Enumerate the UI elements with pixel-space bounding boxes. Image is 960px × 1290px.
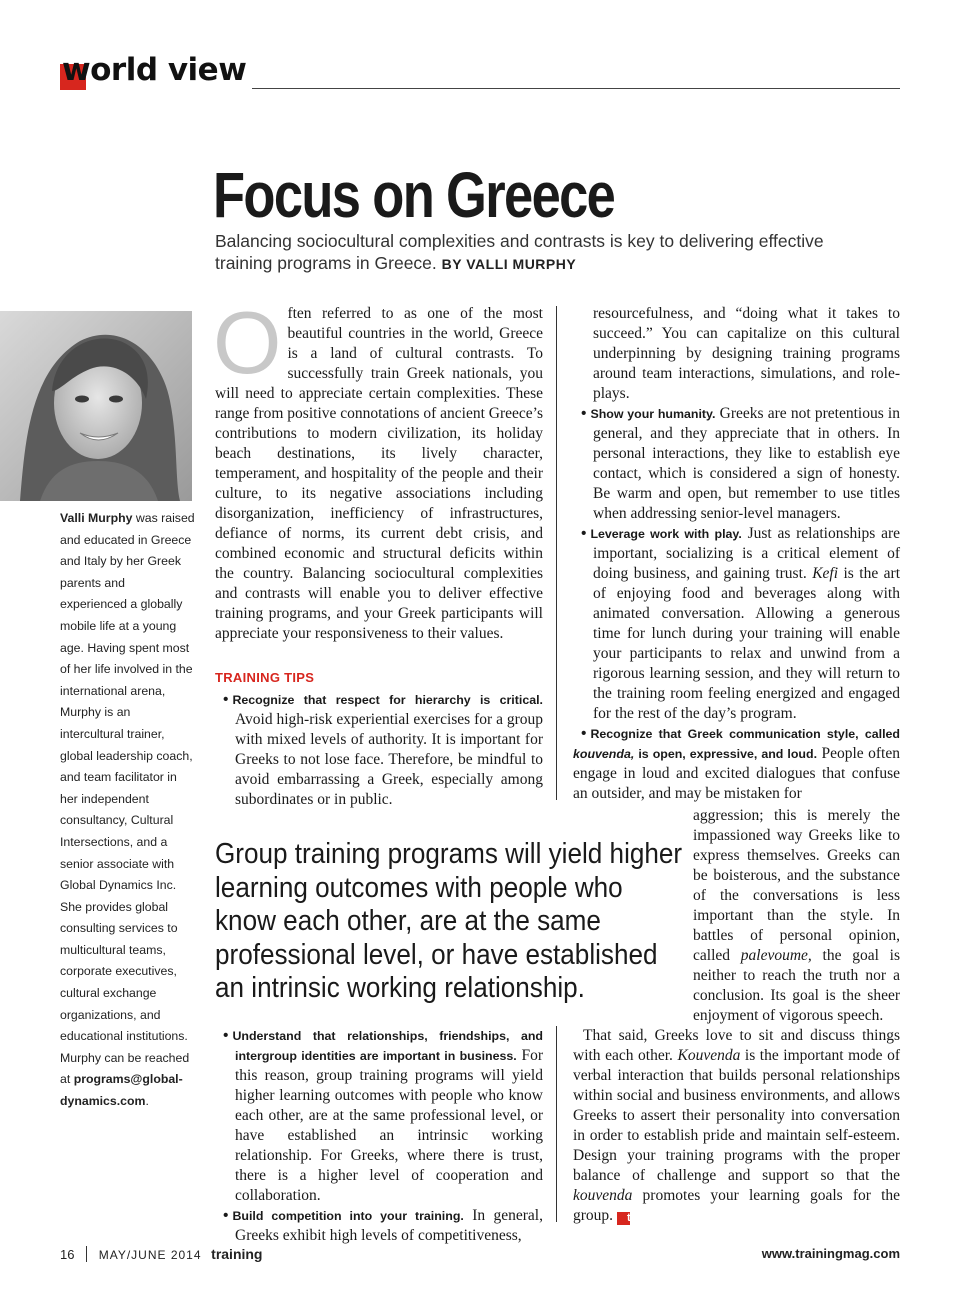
issue-date: MAY/JUNE 2014: [98, 1248, 202, 1262]
tip-text: In general, Greeks exhibit high levels of competitiveness,: [235, 1207, 543, 1244]
bio-end: .: [145, 1094, 149, 1109]
tip-term: palevoume,: [740, 947, 812, 964]
tip-lead: Recognize that respect for hierarchy is critical.: [232, 693, 543, 707]
pull-quote: Group training programs will yield higher learning outcomes with people who know each other, are at the same professional level, or have established an intrinsic working relationship.: [215, 838, 683, 1004]
website-link[interactable]: www.trainingmag.com: [761, 1246, 900, 1261]
body-column-right-bottom: [573, 1026, 900, 1226]
tip-text: People often engage in loud and excited dialogues that confuse an outsider, and may be mistaken for: [573, 745, 900, 802]
tip-lead: Build competition into your training.: [232, 1209, 464, 1223]
body-column-middle-bottom: [215, 1026, 543, 1246]
drop-cap: O: [213, 293, 282, 392]
intro-text: ften referred to as one of the most beautiful countries in the world, Greece is a land of cultural contrasts. To successfully train Greek nationals, you will need to appreciate certain complexities. These range from positive connotations of ancient Greece’s contributions to modern civilization, its holiday beach destinations, its lively character, temperament, and hospitality of the people and their culture, to its negative associations including disorganization, inefficiency of infrastructures, defiance of norms, its current debt crisis, and combined economic and structural deficits within the country. Balancing sociocultural complexities and contrasts will enable you to deliver effective training programs, and your Greek participants will appreciate your responsiveness to their values.: [215, 305, 543, 642]
tip-item: • Build competition into your training. In general, Greeks exhibit high levels of competitiveness,: [223, 1207, 543, 1244]
tip-text: Avoid high-risk experiential exercises for a group with mixed levels of authority. It is important for Greeks to not lose face. Therefore, be mindful to avoid embarrassing a Greek, especially among subordinates or in public.: [235, 711, 543, 808]
article-title: Focus on Greece: [213, 159, 615, 231]
tip-item: • Recognize that respect for hierarchy is critical. Avoid high-risk experiential exercises for a group with mixed levels of authority. It is important for Greeks to not lose face. Therefore, be mindful to avoid embarrassing a Greek, especially among subordinates or in public.: [223, 691, 543, 808]
section-label: world view: [62, 52, 247, 88]
column-rule-top: [556, 306, 557, 800]
tip-item: • Recognize that Greek communication style, called kouvenda, is open, expressive, and loud. People often engage in loud and excited dialogues that confuse an outsider, and may be mistaken for: [573, 725, 900, 802]
body-column-right: [573, 304, 900, 804]
tip-item: • Leverage work with play. Just as relationships are important, socializing is a critical element of doing business, and gaining trust. Kefi is the art of enjoying food and beverages along with animated conversation. Allowing a generous time for lunch during your training will enable your participants to relax and unwind from a rigorous learning session, and they will return to the training room feeling energized and engaged for the rest of the day’s program.: [581, 525, 900, 722]
end-mark-icon: t: [617, 1212, 630, 1225]
author-name: Valli Murphy: [60, 511, 133, 525]
column-rule-bottom: [556, 1026, 557, 1222]
tip-term: kouvenda,: [573, 747, 635, 761]
author-email: programs@global-dynamics.com: [60, 1072, 183, 1109]
tip-continuation: [693, 806, 900, 1026]
tip-lead: is open, expressive, and loud.: [634, 747, 818, 761]
author-bio: [60, 508, 195, 1113]
footer-divider: [86, 1246, 87, 1262]
bio-text: was raised and educated in Greece and Italy by her Greek parents and experienced a globally mobile life at a young age. Having spent most of her life involved in the international arena, Murphy is an intercultural trainer, global leadership coach, and team facilitator in her independent consultancy, Cultural Intersections, and a senior associate with Global Dynamics Inc. She provides global consulting services to multicultural teams, corporate executives, cultural exchange organizations, and educational institutions. Murphy can be reached at: [60, 511, 195, 1087]
tip-text: Greeks are not pretentious in general, and they appreciate that in others. In personal interactions, they like to establish eye contact, which is considered a sign of honesty. Be warm and open, but remember to use titles when addressing senior-level managers.: [593, 405, 900, 522]
deck-text: Balancing sociocultural complexities and contrasts is key to delivering effective training programs in Greece.: [215, 231, 824, 273]
continued-paragraph: resourcefulness, and “doing what it takes to succeed.” You can capitalize on this cultural underpinning by designing training programs around team interactions, simulations, and role-plays.: [593, 305, 900, 402]
closing-text: That said, Greeks love to sit and discuss things with each other.: [573, 1027, 900, 1064]
body-column-middle: [213, 293, 543, 810]
byline: BY VALLI MURPHY: [441, 256, 577, 272]
tip-item: • Understand that relationships, friendships, and intergroup identities are important in business. For this reason, group training programs will yield higher learning outcomes with people who know each other, are at the same professional level, or have established an intrinsic working relationship. For Greeks, where there is trust, there is a higher level of cooperation and collaboration.: [223, 1027, 543, 1204]
tip-lead: Leverage work with play.: [590, 527, 742, 541]
tips-heading: TRAINING TIPS: [215, 670, 315, 685]
page-number: 16: [60, 1247, 75, 1262]
article-deck: [215, 230, 855, 275]
tip-text: is the art of enjoying food and beverages along with animated conversation. Allowing a generous time for lunch during your training will enable your participants to relax and unwind from a rigorous learning session, and they will return to the training room feeling energized and engaged for the rest of the day’s program.: [593, 565, 900, 722]
closing-term: Kouvenda: [677, 1047, 741, 1064]
header-rule: [252, 88, 900, 89]
magazine-name: training: [211, 1246, 263, 1262]
closing-paragraph: [573, 1026, 900, 1226]
tip-lead: Recognize that Greek communication style, called: [590, 727, 900, 741]
tip-lead: Understand that relationships, friendships, and intergroup identities are important in business.: [232, 1029, 543, 1063]
tip-text: the goal is neither to reach the truth nor a conclusion. Its goal is the sheer enjoyment of vigorous speech.: [693, 947, 900, 1024]
closing-term: kouvenda: [573, 1187, 633, 1204]
closing-text: is the important mode of verbal interaction that builds personal relationships within social and business environments, and allows Greeks to assert their personality into conversation in order to establish pride and maintain self-esteem. Design your training programs with the proper balance of challenge and support so that the: [573, 1047, 900, 1184]
author-photo: [0, 311, 192, 501]
intro-paragraph: [213, 293, 543, 644]
closing-text: promotes your learning goals for the group.: [573, 1187, 900, 1224]
body-column-right-narrow: [693, 806, 900, 1026]
page-footer: [60, 1246, 900, 1266]
section-header: [60, 52, 900, 90]
tip-text: aggression; this is merely the impassioned way Greeks like to express themselves. Greeks can be boisterous, and the substance of the conversations is less important than the style. In battles of personal opinion, called: [693, 807, 900, 964]
tip-text: Just as relationships are important, socializing is a critical element of doing business, and gaining trust.: [593, 525, 900, 582]
tip-lead: Show your humanity.: [590, 407, 716, 421]
tip-text: For this reason, group training programs will yield higher learning outcomes with people who know each other, are at the same professional level, or have established an intrinsic working relationship. For Greeks, where there is trust, there is a higher level of cooperation and collaboration.: [235, 1047, 543, 1204]
tip-term: Kefi: [812, 565, 839, 582]
author-portrait-image: [0, 311, 192, 501]
tip-item: • Show your humanity. Greeks are not pretentious in general, and they appreciate that in others. In personal interactions, they like to establish eye contact, which is considered a sign of honesty. Be warm and open, but remember to use titles when addressing senior-level managers.: [581, 405, 900, 522]
